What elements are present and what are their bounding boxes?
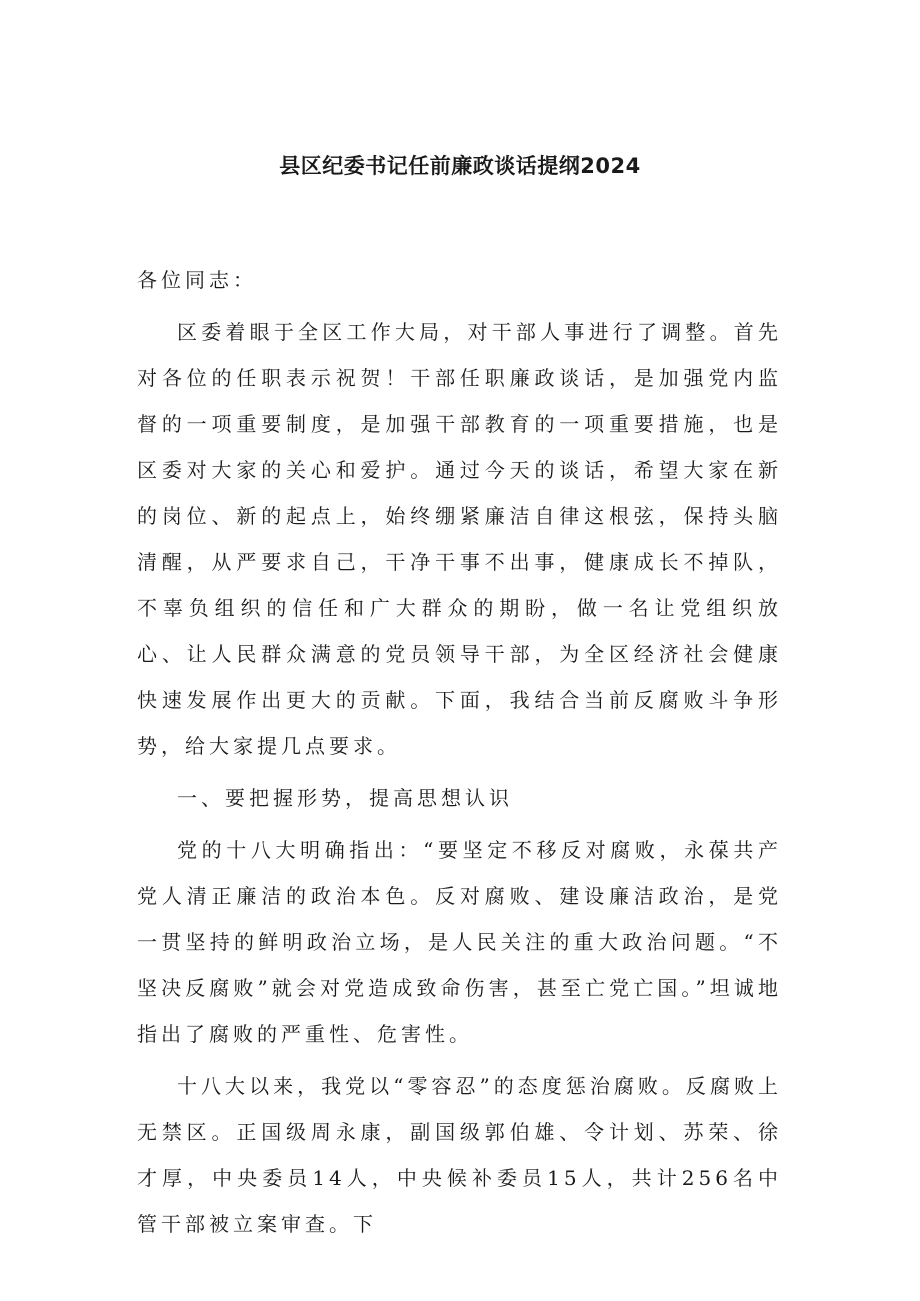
paragraph-anticorruption: 十八大以来，我党以“零容忍”的态度惩治腐败。反腐败上无禁区。正国级周永康，副国级郭伯雄、令计划、苏荣、徐才厚，中央委员14人，中央候补委员15人，共计256名中管干部被立案审查。下 bbox=[137, 1074, 782, 1236]
paragraph-intro: 区委着眼于全区工作大局，对干部人事进行了调整。首先对各位的任职表示祝贺！干部任职廉政谈话，是加强党内监督的一项重要制度，是加强干部教育的一项重要措施，也是区委对大家的关心和爱护。通过今天的谈话，希望大家在新的岗位、新的起点上，始终绷紧廉洁自律这根弦，保持头脑清醒，从严要求自己，干净干事不出事，健康成长不掉队，不辜负组织的信任和广大群众的期盼，做一名让党组织放心、让人民群众满意的党员领导干部，为全区经济社会健康快速发展作出更大的贡献。下面，我结合当前反腐败斗争形势，给大家提几点要求。 bbox=[137, 320, 782, 758]
document-body bbox=[137, 257, 782, 1253]
paragraph-congress: 党的十八大明确指出：“要坚定不移反对腐败，永葆共产党人清正廉洁的政治本色。反对腐败、建设廉洁政治，是党一贯坚持的鲜明政治立场，是人民关注的重大政治问题。“不坚决反腐败”就会对党造成致命伤害，甚至亡党亡国。”坦诚地指出了腐败的严重性、危害性。 bbox=[137, 838, 782, 1046]
document-title: 县区纪委书记任前廉政谈话提纲2024 bbox=[279, 154, 641, 178]
section-heading-1: 一、要把握形势，提高思想认识 bbox=[177, 786, 513, 810]
salutation: 各位同志： bbox=[137, 268, 257, 292]
